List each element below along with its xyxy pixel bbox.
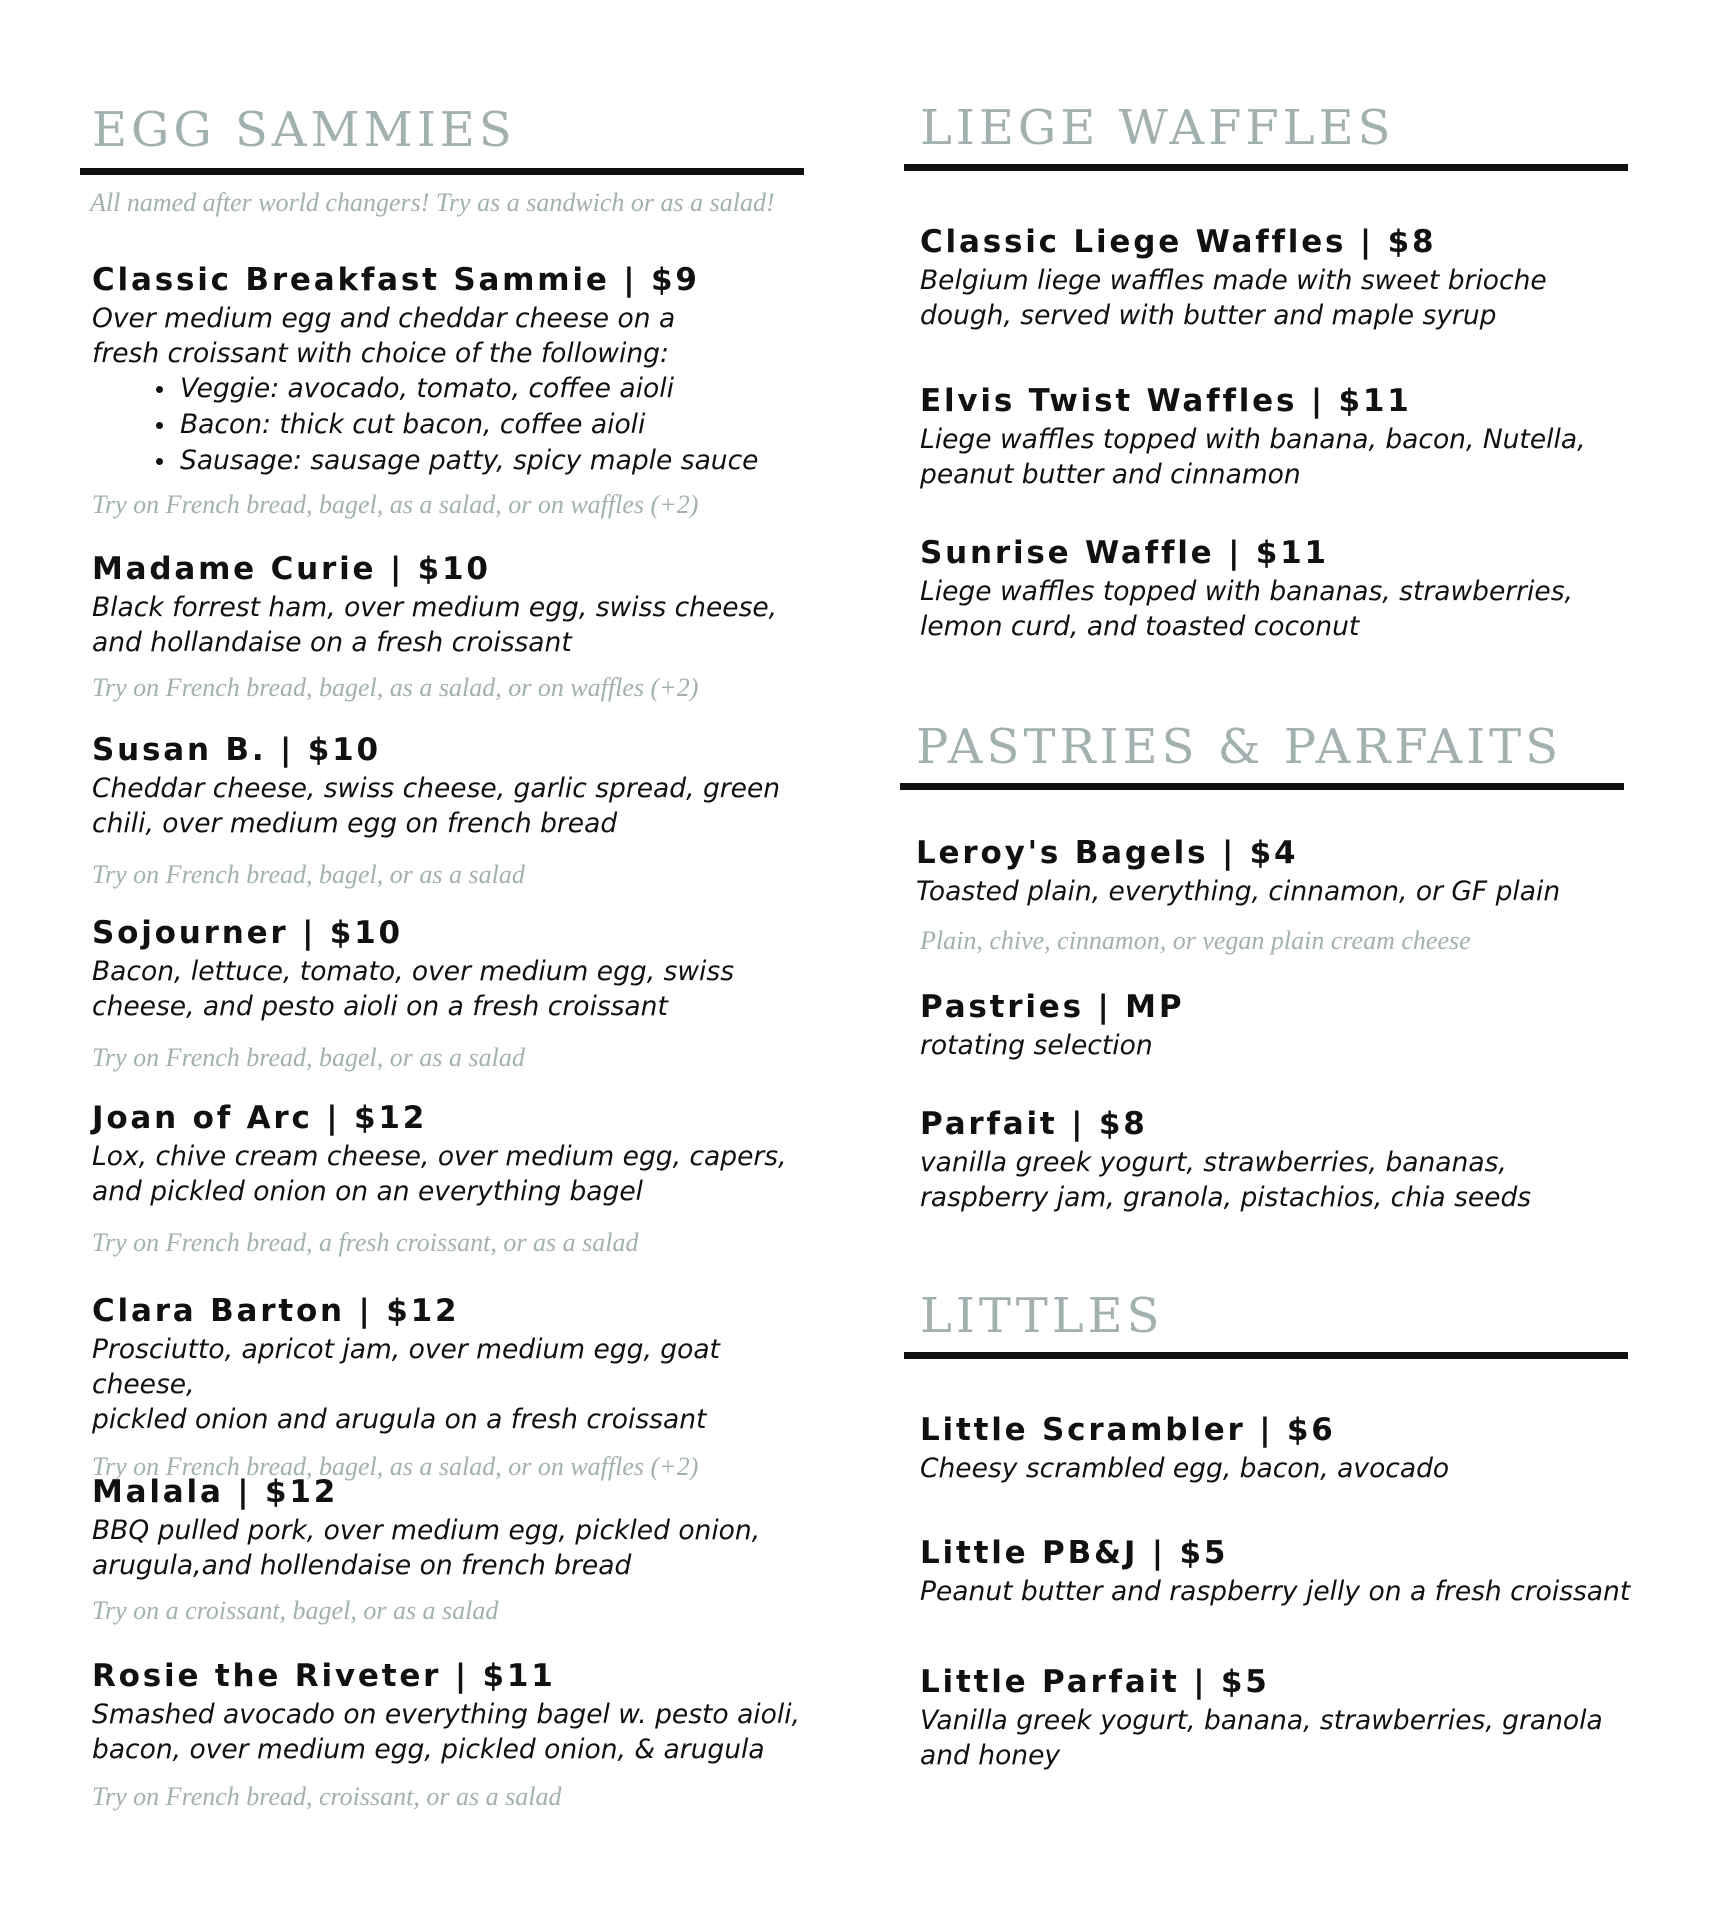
menu-item-note: Try on French bread, a fresh croissant, or as a salad [92,1227,639,1257]
menu-item-title: Madame Curie | $10 [92,551,491,587]
menu-item-note: Try on French bread, bagel, or as a salad [92,859,525,889]
menu-item-title: Sunrise Waffle | $11 [920,535,1329,571]
menu-item-description: Cheesy scrambled egg, bacon, avocado [920,1452,1450,1484]
menu-item-title: Little Parfait | $5 [920,1664,1270,1700]
menu-item-little-scrambler [920,1413,1449,1486]
menu-item-description: Bacon, lettuce, tomato, over medium egg, swiss cheese, and pesto aioli on a fresh croissant [92,955,735,1022]
menu-item-note: Try on a croissant, bagel, or as a salad [92,1595,499,1625]
menu-item-clara-barton [92,1294,820,1483]
menu-item-description: vanilla greek yogurt, strawberries, bananas, raspberry jam, granola, pistachios, chia seeds [920,1146,1532,1213]
egg-sammies-title: EGG SAMMIES [92,102,516,158]
liege-waffles-title: LIEGE WAFFLES [920,100,1395,156]
menu-item-note: Plain, chive, cinnamon, or vegan plain cream cheese [920,925,1471,955]
menu-item-title: Little Scrambler | $6 [920,1412,1336,1448]
menu-item-title: Rosie the Riveter | $11 [92,1658,556,1694]
menu-item-description: Belgium liege waffles made with sweet brioche dough, served with butter and maple syrup [920,264,1547,331]
option-bacon: Bacon: thick cut bacon, coffee aioli [180,407,758,443]
menu-item-description: Peanut butter and raspberry jelly on a fresh croissant [920,1575,1631,1607]
menu-item-options [92,371,758,479]
menu-item-malala [92,1475,760,1627]
menu-item-susan-b [92,733,780,891]
menu-item-title: Classic Breakfast Sammie | $9 [92,262,700,298]
menu-item-title: Malala | $12 [92,1474,339,1510]
menu-item-description: Lox, chive cream cheese, over medium egg, capers, and pickled onion on an everything bagel [92,1140,787,1207]
menu-item-description: Cheddar cheese, swiss cheese, garlic spread, green chili, over medium egg on french bread [92,772,781,839]
menu-item-joan-of-arc [92,1101,787,1259]
menu-item-description: BBQ pulled pork, over medium egg, pickled onion, arugula,and hollendaise on french bread [92,1514,761,1581]
menu-item-classic-breakfast-sammie [92,263,758,521]
menu-item-title: Clara Barton | $12 [92,1293,460,1329]
menu-item-parfait [920,1107,1531,1215]
menu-item-description: Vanilla greek yogurt, banana, strawberries, granola and honey [920,1704,1603,1771]
menu-item-rosie-the-riveter [92,1659,800,1813]
egg-sammies-intro-note: All named after world changers! Try as a sandwich or as a salad! [90,188,775,217]
menu-item-title: Leroy's Bagels | $4 [916,835,1299,871]
menu-item-title: Pastries | MP [920,989,1185,1025]
menu-item-description: Liege waffles topped with banana, bacon, Nutella, peanut butter and cinnamon [920,423,1586,490]
menu-item-little-parfait [920,1665,1603,1773]
menu-item-sunrise-waffle [920,536,1573,644]
menu-item-description: Black forrest ham, over medium egg, swiss cheese, and hollandaise on a fresh croissant [92,591,778,658]
menu-item-leroys-bagels [916,836,1560,957]
littles-title: LITTLES [920,1288,1164,1344]
menu-item-pastries [920,990,1184,1063]
menu-item-sojourner [92,916,734,1074]
menu-item-description: Smashed avocado on everything bagel w. pesto aioli, bacon, over medium egg, pickled onion, & arugula [92,1698,801,1765]
menu-item-note: Try on French bread, bagel, or as a salad [92,1042,525,1072]
option-veggie: Veggie: avocado, tomato, coffee aioli [180,371,758,407]
menu-item-title: Susan B. | $10 [92,732,381,768]
menu-item-note: Try on French bread, bagel, as a salad, or on waffles (+2) [92,1451,699,1481]
menu-item-note: Try on French bread, croissant, or as a salad [92,1781,562,1811]
pastries-parfaits-divider [900,783,1624,790]
menu-item-note: Try on French bread, bagel, as a salad, or on waffles (+2) [92,672,699,702]
pastries-parfaits-title: PASTRIES & PARFAITS [916,719,1563,775]
liege-waffles-divider [904,164,1628,171]
menu-item-title: Classic Liege Waffles | $8 [920,224,1437,260]
menu-item-madame-curie [92,552,777,704]
menu-item-description: Over medium egg and cheddar cheese on a fresh croissant with choice of the following: [92,302,676,369]
menu-item-title: Little PB&J | $5 [920,1535,1229,1571]
menu-item-note: Try on French bread, bagel, as a salad, or on waffles (+2) [92,489,699,519]
menu-item-elvis-twist-waffles [920,384,1586,492]
menu-item-description: Toasted plain, everything, cinnamon, or GF plain [916,875,1561,907]
menu-item-classic-liege-waffles [920,225,1547,333]
littles-divider [904,1352,1628,1359]
menu-item-title: Sojourner | $10 [92,915,403,951]
menu-item-description: rotating selection [920,1029,1153,1061]
menu-item-title: Joan of Arc | $12 [92,1100,428,1136]
menu-item-little-pbj [920,1536,1630,1609]
menu-item-title: Elvis Twist Waffles | $11 [920,383,1412,419]
menu-item-description: Prosciutto, apricot jam, over medium egg, goat cheese, pickled onion and arugula on a fresh croissant [92,1333,720,1435]
egg-sammies-divider [80,168,804,175]
menu-item-title: Parfait | $8 [920,1106,1148,1142]
option-sausage: Sausage: sausage patty, spicy maple sauce [180,443,758,479]
menu-item-description: Liege waffles topped with bananas, strawberries, lemon curd, and toasted coconut [920,575,1573,642]
